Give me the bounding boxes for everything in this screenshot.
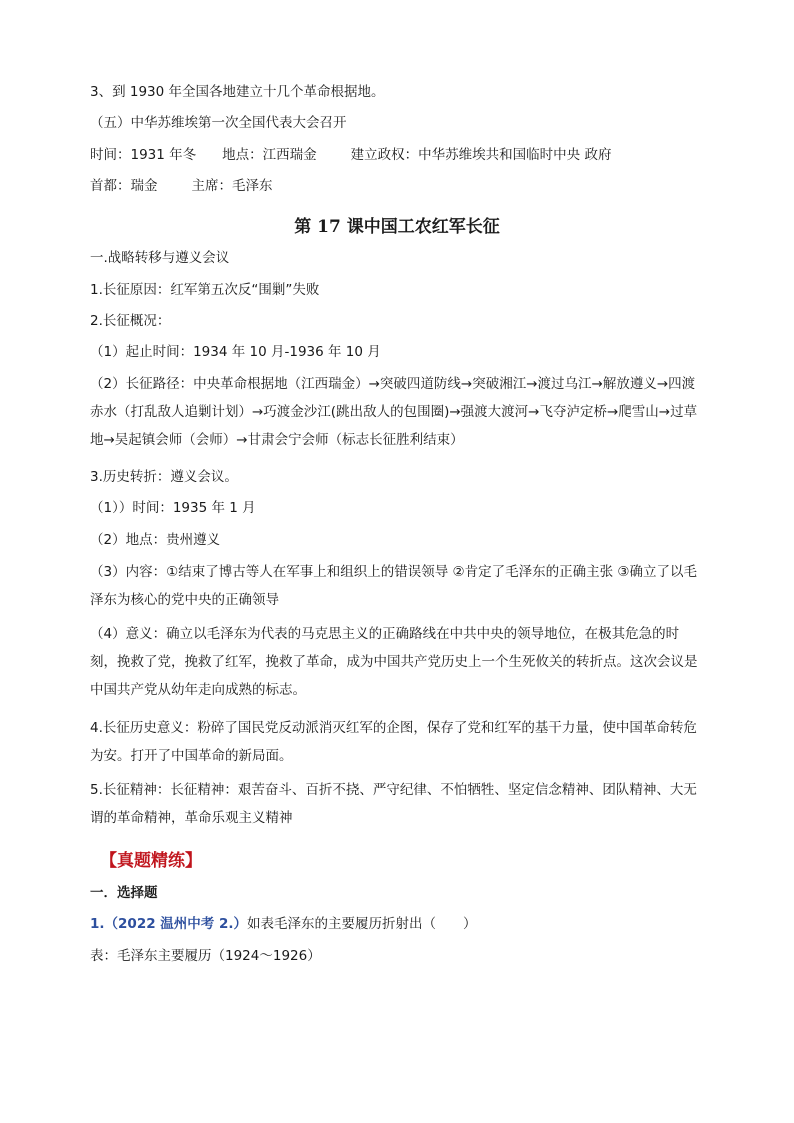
question-type-heading: 一．选择题 (90, 885, 158, 901)
long-march-route: （2）长征路径：中央革命根据地（江西瑞金）→突破四道防线→突破湘江→渡过乌江→解放遵义→四渡赤水（打乱敌人追剿计划）→巧渡金沙江(跳出敌人的包围圈)→强渡大渡河→飞夺泸定桥→爬雪山→过草地→吴起镇会师（会师）→甘肃会宁会师（标志长征胜利结束） (90, 376, 698, 448)
congress-details-row (90, 146, 611, 164)
long-march-overview: 2.长征概况： (90, 313, 171, 329)
lesson-title: 第 17 课中国工农红军长征 (294, 217, 500, 237)
long-march-significance: 4.长征历史意义：粉碎了国民党反动派消灭红军的企图，保存了党和红军的基干力量，使中国革命转危为安。打开了中国革命的新局面。 (90, 720, 697, 764)
historic-turning-point: 3.历史转折：遵义会议。 (90, 469, 238, 485)
zunyi-location: （2）地点：贵州遵义 (90, 532, 221, 548)
question-1-text: 如表毛泽东的主要履历折射出（ ） (247, 916, 477, 932)
table-caption: 表：毛泽东主要履历（1924～1926） (90, 948, 321, 964)
congress-time: 时间：1931 年冬 (90, 147, 197, 163)
congress-heading: （五）中华苏维埃第一次全国代表大会召开 (90, 115, 347, 131)
practice-section-title: 【真题精练】 (100, 851, 202, 871)
long-march-spirit: 5.长征精神：长征精神：艰苦奋斗、百折不挠、严守纪律、不怕牺牲、坚定信念精神、团队精神、大无谓的革命精神，革命乐观主义精神 (90, 782, 697, 826)
capital-text: 首都：瑞金 (90, 178, 158, 194)
long-march-reason: 1.长征原因：红军第五次反“围剿”失败 (90, 282, 320, 298)
long-march-dates: （1）起止时间：1934 年 10 月-1936 年 10 月 (90, 344, 381, 360)
question-1-source: （2022 温州中考 2.） (104, 916, 248, 932)
item-3-text: 3、到 1930 年全国各地建立十几个革命根据地。 (90, 84, 385, 100)
question-1 (90, 915, 477, 933)
section-1-heading: 一.战略转移与遵义会议 (90, 250, 230, 266)
congress-location: 地点：江西瑞金 (222, 147, 317, 163)
capital-row (90, 177, 273, 195)
congress-government: 建立政权：中华苏维埃共和国临时中央 政府 (350, 147, 612, 163)
zunyi-time: （1））时间：1935 年 1 月 (90, 500, 256, 516)
zunyi-content: （3）内容：①结束了博古等人在军事上和组织上的错误领导 ②肯定了毛泽东的正确主张 ③确立了以毛泽东为核心的党中央的正确领导 (90, 564, 697, 608)
chairman-text: 主席：毛泽东 (191, 178, 273, 194)
question-1-number: 1. (90, 916, 105, 932)
zunyi-significance: （4）意义：确立以毛泽东为代表的马克思主义的正确路线在中共中央的领导地位，在极其危急的时刻，挽救了党，挽救了红军，挽救了革命，成为中国共产党历史上一个生死攸关的转折点。这次会议是中国共产党从幼年走向成熟的标志。 (90, 626, 698, 698)
